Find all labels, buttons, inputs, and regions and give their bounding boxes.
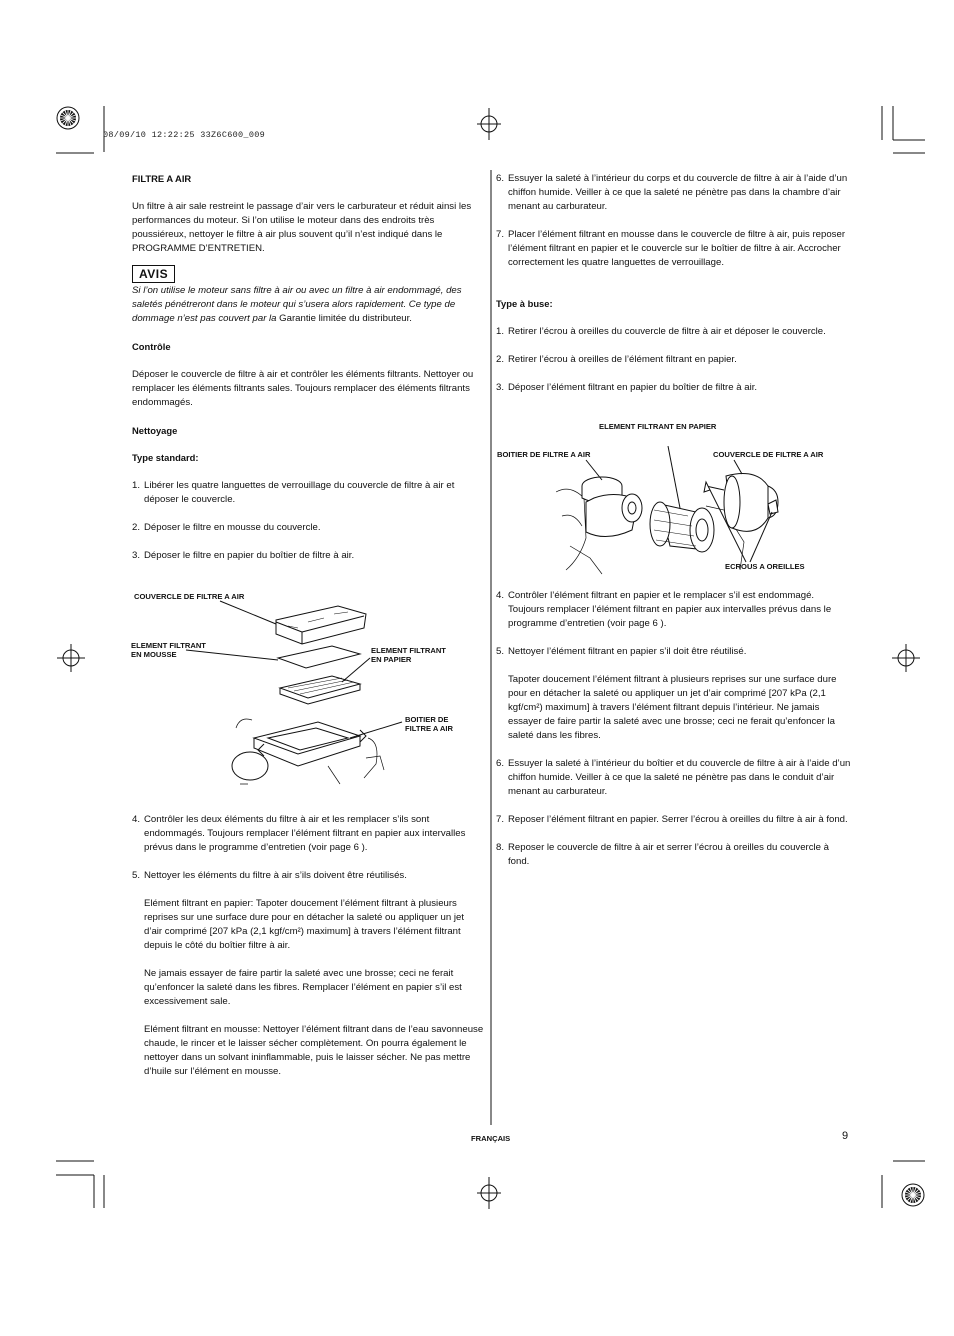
list-item: 6. Essuyer la saleté à l’intérieur du boîtier et du couvercle de filtre à air à l’aide d’un chiffon humide. Veiller à ce que la saleté ne pénètre pas dans le conduit d’air menant au carburateur. bbox=[496, 758, 851, 797]
list-item: 7. Reposer l’élément filtrant en papier. Serrer l’écrou à oreilles du filtre à air à fond. bbox=[496, 814, 848, 825]
section-title: FILTRE A AIR bbox=[132, 173, 192, 184]
nozzle-filter-illustration bbox=[556, 446, 796, 576]
avis-text: Si l’on utilise le moteur sans filtre à air ou avec un filtre à air endommagé, des saletés pénétreront dans le moteur qui s’usera alors rapidement. Ce type de dommage n’est pas couvert par la Garantie limitée du distributeur. bbox=[132, 285, 462, 324]
left-column-lower bbox=[132, 813, 484, 1079]
label-foam: ELEMENT FILTRANT EN MOUSSE bbox=[131, 641, 206, 659]
starburst-mark-bottom bbox=[902, 1184, 924, 1206]
footer-language: FRANÇAIS bbox=[471, 1134, 511, 1143]
label-paper: ELEMENT FILTRANT EN PAPIER bbox=[371, 646, 446, 664]
avis-label: AVIS bbox=[132, 265, 175, 283]
avis-notice bbox=[132, 265, 484, 326]
nettoyage-heading: Nettoyage bbox=[132, 425, 178, 436]
page-number: 9 bbox=[842, 1130, 849, 1142]
print-timestamp: 08/09/10 12:22:25 33Z6C600_009 bbox=[103, 130, 266, 140]
exploded-view-illustration bbox=[128, 588, 488, 788]
list-item: 6. Essuyer la saleté à l’intérieur du corps et du couvercle de filtre à air à l’aide d’un chiffon humide. Veiller à ce que la saleté ne pénètre pas dans la chambre d’air menant au carburateur. bbox=[496, 173, 848, 212]
list-item: 1. Retirer l’écrou à oreilles du couvercle de filtre à air et déposer le couvercle. bbox=[496, 326, 826, 337]
label-cover: COUVERCLE DE FILTRE A AIR bbox=[134, 592, 245, 601]
nozzle-filter-diagram bbox=[556, 446, 796, 576]
label-wing-nuts: ECROUS A OREILLES bbox=[725, 562, 805, 571]
list-item: 5. Nettoyer l’élément filtrant en papier s’il doit être réutilisé. bbox=[496, 646, 747, 657]
list-item: 7. Placer l’élément filtrant en mousse dans le couvercle de filtre à air, puis reposer l’élément filtrant en papier et le couvercle sur le boîtier de filtre à air. Accrocher correctement les quatre languettes de verrouillage. bbox=[496, 229, 846, 268]
controle-paragraph: Déposer le couvercle de filtre à air et contrôler les éléments filtrants. Nettoyer ou remplacer les éléments filtrants sales. Toujours remplacer des éléments filtrants endommagés. bbox=[132, 369, 474, 408]
list-item: 5. Nettoyer les éléments du filtre à air s’ils doivent être réutilisés. bbox=[132, 870, 407, 881]
right-column bbox=[496, 172, 851, 395]
list-item: 2. Déposer le filtre en mousse du couvercle. bbox=[132, 522, 321, 533]
foam-cleaning-paragraph: Elément filtrant en mousse: Nettoyer l’élément filtrant dans de l’eau savonneuse chaude, le rincer et le laisser sécher complètement. On pourra également le nettoyer dans un solvant ininflammable, puis le laisser sécher. Ne pas mettre d’huile sur l’élément en mousse. bbox=[144, 1024, 484, 1077]
label-paper-element: ELEMENT FILTRANT EN PAPIER bbox=[599, 422, 717, 431]
type-buse-heading: Type à buse: bbox=[496, 298, 553, 309]
controle-heading: Contrôle bbox=[132, 341, 171, 352]
type-standard-heading: Type standard: bbox=[132, 452, 199, 463]
right-column-lower bbox=[496, 589, 851, 869]
list-item: 4. Contrôler l’élément filtrant en papier et le remplacer s’il est endommagé. Toujours remplacer l’élément filtrant en papier aux intervalles prévus dans le programme d’entretien (voir page 6 ). bbox=[496, 590, 832, 629]
label-housing-nozzle: BOITIER DE FILTRE A AIR bbox=[497, 450, 591, 459]
label-cover-nozzle: COUVERCLE DE FILTRE A AIR bbox=[713, 450, 824, 459]
list-item: 3. Déposer l’élément filtrant en papier du boîtier de filtre à air. bbox=[496, 382, 758, 393]
list-item: 2. Retirer l’écrou à oreilles de l’élément filtrant en papier. bbox=[496, 354, 737, 365]
list-item: 1. Libérer les quatre languettes de verrouillage du couvercle de filtre à air et déposer le couvercle. bbox=[132, 480, 455, 505]
standard-steps-1-3 bbox=[132, 479, 484, 563]
label-housing: BOITIER DE FILTRE A AIR bbox=[405, 715, 453, 733]
list-item: 4. Contrôler les deux éléments du filtre à air et les remplacer s’ils sont endommagés. Toujours remplacer l’élément filtrant en papier aux intervalles prévus dans le programme d’entretien (voir page 6 ). bbox=[132, 814, 466, 853]
list-item: 8. Reposer le couvercle de filtre à air et serrer l’écrou à oreilles du couvercle à fond. bbox=[496, 842, 830, 867]
paper-cleaning-paragraph: Elément filtrant en papier: Tapoter doucement l’élément filtrant à plusieurs reprises sur une surface dure pour en détacher la saleté ou appliquer un jet d’air comprimé [207 kPa (2,1 kgf/cm²) maximum] à travers l’élément filtrant depuis le côté du boîtier filtre à air. bbox=[144, 898, 464, 951]
intro-paragraph: Un filtre à air sale restreint le passage d’air vers le carburateur et réduit ainsi les performances du moteur. Si l’on utilise le moteur dans des endroits très poussiéreux, nettoyer le filtre à air plus souvent qu’il n’est indiqué dans le PROGRAMME D’ENTRETIEN. bbox=[132, 201, 472, 254]
brush-warning-paragraph: Ne jamais essayer de faire partir la saleté avec une brosse; ceci ne ferait qu’enfoncer la saleté dans les fibres. Remplacer l’élément en papier s’il est excessivement sale. bbox=[144, 968, 462, 1007]
left-column bbox=[132, 172, 484, 563]
nozzle-cleaning-paragraph: Tapoter doucement l’élément filtrant à plusieurs reprises sur une surface dure pour en détacher la saleté ou appliquer un jet d’air comprimé [207 kPa (2,1 kgf/cm²) maximum] à travers l’élément filtrant depuis l’intérieur. Ne jamais essayer de faire partir la saleté avec une brosse; ceci ne ferait qu’enfoncer la saleté dans les fibres. bbox=[508, 674, 837, 741]
list-item: 3. Déposer le filtre en papier du boîtier de filtre à air. bbox=[132, 550, 355, 561]
starburst-mark-top bbox=[57, 107, 79, 129]
standard-filter-diagram bbox=[128, 588, 488, 788]
